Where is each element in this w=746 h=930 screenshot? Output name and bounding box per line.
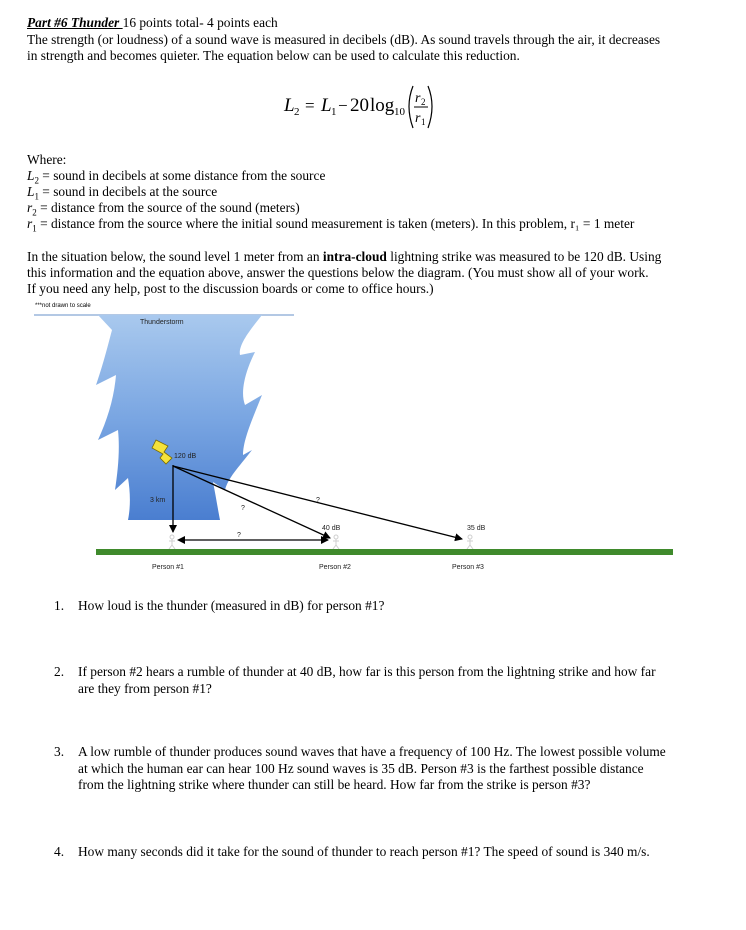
- question-2: 2. If person #2 hears a rumble of thunder at 40 dB, how far is this person from the lightning strike and how far are they from person #1?: [54, 664, 656, 696]
- eq-num: r: [415, 91, 421, 106]
- thunderstorm-cloud: [96, 315, 262, 520]
- points-text: 16 points total- 4 points each: [122, 15, 278, 30]
- person-2-label: Person #2: [319, 564, 351, 571]
- eq-coef: 20: [350, 95, 369, 116]
- eq-log-sub: 10: [394, 106, 405, 118]
- intro-line-1: The strength (or loudness) of a sound wave is measured in decibels (dB). As sound travels through the air, it decreases: [27, 32, 661, 47]
- where-item: $r_1$ = distance from the source where the initial sound measurement is taken (meters). In this problem, r₁ = 1 meter: [27, 216, 635, 234]
- equation: [280, 78, 440, 138]
- eq-den: r: [415, 111, 421, 126]
- person-3-icon: [467, 535, 473, 549]
- height-label: 3 km: [150, 497, 166, 504]
- eq-den-sub: 1: [421, 117, 426, 127]
- person-1-icon: [169, 535, 175, 549]
- thunder-diagram: [0, 300, 746, 590]
- eq-l2: L: [284, 95, 295, 116]
- eq-log: log: [370, 95, 395, 116]
- eq-num-sub: 2: [421, 97, 426, 107]
- eq-l1-sub: 1: [331, 106, 337, 118]
- situation-line-3: If you need any help, post to the discussion boards or come to office hours.): [27, 281, 434, 296]
- where-label: Where:: [27, 152, 67, 167]
- situation-line-1: In the situation below, the sound level 1 meter from an intra-cloud lightning strike was measured to be 120 dB. Using: [27, 249, 662, 264]
- unknown-label-ray2: ?: [241, 505, 245, 512]
- person-2-icon: [333, 535, 339, 549]
- where-item: $L_1$ = sound in decibels at the source: [27, 184, 218, 202]
- eq-minus: −: [338, 96, 348, 115]
- situation-line-2: this information and the equation above, answer the questions below the diagram. (You must show all of your work.: [27, 265, 649, 280]
- person-1-label: Person #1: [152, 564, 184, 571]
- where-item: $L_2$ = sound in decibels at some distance from the source: [27, 168, 326, 186]
- unknown-label-ray3: ?: [316, 497, 320, 504]
- source-db-label: 120 dB: [174, 453, 197, 460]
- eq-l1: L: [321, 95, 332, 116]
- question-4: 4. How many seconds did it take for the sound of thunder to reach person #1? The speed of sound is 340 m/s.: [54, 844, 650, 859]
- person2-db-label: 40 dB: [322, 525, 341, 532]
- part-heading: [27, 15, 278, 31]
- eq-paren-right: [428, 86, 432, 128]
- question-3: 3. A low rumble of thunder produces sound waves that have a frequency of 100 Hz. The lowest possible volume at which the human ear can hear 100 Hz sound waves is 35 dB. Person #3 is the farthest possible distance from the lightning strike where thunder can still be heard. How far from the strike is person #3?: [54, 744, 666, 792]
- scale-note: ***not drawn to scale: [35, 303, 91, 309]
- eq-l2-sub: 2: [294, 106, 300, 118]
- storm-label: Thunderstorm: [140, 319, 184, 326]
- person3-db-label: 35 dB: [467, 525, 486, 532]
- person-3-label: Person #3: [452, 564, 484, 571]
- ground: [96, 549, 673, 555]
- unknown-label-ground: ?: [237, 532, 241, 539]
- part-title: Part #6 Thunder: [27, 15, 123, 30]
- eq-equals: =: [305, 96, 315, 115]
- eq-paren-left: [409, 86, 413, 128]
- where-item: $r_2$ = distance from the source of the sound (meters): [27, 200, 300, 218]
- question-1: 1. How loud is the thunder (measured in dB) for person #1?: [54, 598, 385, 613]
- intro-line-2: in strength and becomes quieter. The equation below can be used to calculate this reduction.: [27, 48, 520, 63]
